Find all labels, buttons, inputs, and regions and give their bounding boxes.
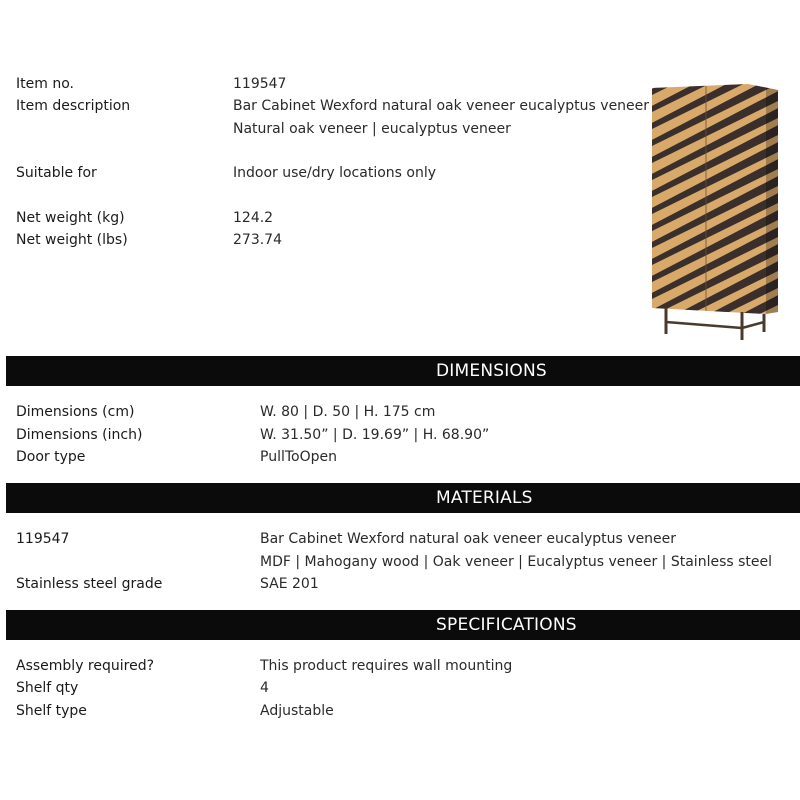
dimensions-inch-label: Dimensions (inch): [16, 427, 143, 443]
item-description-line2: Natural oak veneer | eucalyptus veneer: [233, 121, 511, 137]
material-code-label: 119547: [16, 531, 70, 547]
item-description-line1: Bar Cabinet Wexford natural oak veneer eucalyptus veneer: [233, 98, 650, 114]
dimensions-header-bar: [6, 356, 800, 386]
item-no-value: 119547: [233, 76, 287, 92]
materials-header: MATERIALS: [436, 488, 533, 508]
dimensions-cm-value: W. 80 | D. 50 | H. 175 cm: [260, 404, 436, 420]
door-type-label: Door type: [16, 449, 86, 465]
material-code-value-line1: Bar Cabinet Wexford natural oak veneer eucalyptus veneer: [260, 531, 677, 547]
item-no-label: Item no.: [16, 76, 74, 92]
materials-header-bar: [6, 483, 800, 513]
steel-grade-value: SAE 201: [260, 576, 319, 592]
assembly-value: This product requires wall mounting: [260, 658, 513, 674]
assembly-label: Assembly required?: [16, 658, 155, 674]
material-code-value-line2: MDF | Mahogany wood | Oak veneer | Eucalyptus veneer | Stainless steel: [260, 554, 773, 570]
shelf-qty-value: 4: [260, 680, 269, 696]
steel-grade-label: Stainless steel grade: [16, 576, 163, 592]
item-description-label: Item description: [16, 98, 131, 114]
bar-cabinet-image: [648, 82, 782, 344]
suitable-for-label: Suitable for: [16, 165, 97, 181]
net-weight-kg-value: 124.2: [233, 210, 274, 226]
net-weight-lbs-label: Net weight (lbs): [16, 232, 128, 248]
specifications-header: SPECIFICATIONS: [436, 615, 577, 635]
suitable-for-value: Indoor use/dry locations only: [233, 165, 437, 181]
specifications-header-bar: [6, 610, 800, 640]
door-type-value: PullToOpen: [260, 449, 337, 465]
shelf-type-value: Adjustable: [260, 703, 334, 719]
shelf-type-label: Shelf type: [16, 703, 87, 719]
shelf-qty-label: Shelf qty: [16, 680, 79, 696]
dimensions-cm-label: Dimensions (cm): [16, 404, 135, 420]
net-weight-kg-label: Net weight (kg): [16, 210, 125, 226]
dimensions-header: DIMENSIONS: [436, 361, 547, 381]
net-weight-lbs-value: 273.74: [233, 232, 282, 248]
dimensions-inch-value: W. 31.50” | D. 19.69” | H. 68.90”: [260, 427, 490, 443]
